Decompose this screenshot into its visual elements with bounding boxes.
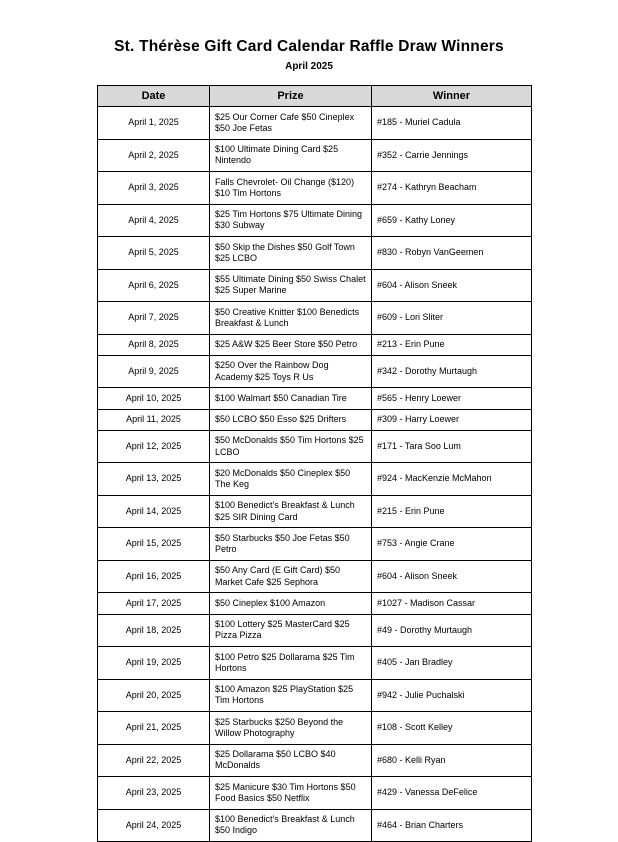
document-page [0,38,618,838]
date-cell: April 9, 2025 [98,355,210,388]
table-row [98,560,532,593]
winner-cell: #352 - Carrie Jennings [372,139,532,172]
table-row [98,172,532,205]
winner-cell: #924 - MacKenzie McMahon [372,463,532,496]
prize-cell: $25 Our Corner Cafe $50 Cineplex $50 Joe Fetas [210,107,372,140]
prize-cell: $50 LCBO $50 Esso $25 Drifters [210,409,372,430]
prize-cell: $55 Ultimate Dining $50 Swiss Chalet $25 Super Marine [210,269,372,302]
date-cell: April 3, 2025 [98,172,210,205]
prize-cell: $50 Starbucks $50 Joe Fetas $50 Petro [210,528,372,561]
date-cell: April 2, 2025 [98,139,210,172]
prize-cell: $100 Petro $25 Dollarama $25 Tim Hortons [210,647,372,680]
prize-cell: $250 Over the Rainbow Dog Academy $25 Toys R Us [210,355,372,388]
winner-cell: #274 - Kathryn Beacham [372,172,532,205]
prize-cell: $100 Ultimate Dining Card $25 Nintendo [210,139,372,172]
winner-cell: #108 - Scott Kelley [372,712,532,745]
table-row [98,430,532,463]
table-row [98,528,532,561]
page-subtitle: April 2025 [285,61,333,72]
winner-cell: #604 - Alison Sneek [372,560,532,593]
prize-cell: $25 Starbucks $250 Beyond the Willow Photography [210,712,372,745]
prize-cell: Falls Chevrolet- Oil Change ($120) $10 Tim Hortons [210,172,372,205]
table-row [98,593,532,614]
date-cell: April 4, 2025 [98,204,210,237]
date-cell: April 15, 2025 [98,528,210,561]
date-cell: April 20, 2025 [98,679,210,712]
prize-cell: $20 McDonalds $50 Cineplex $50 The Keg [210,463,372,496]
prize-cell: $100 Benedict's Breakfast & Lunch $50 Indigo [210,809,372,842]
prize-cell: $50 Cineplex $100 Amazon [210,593,372,614]
winner-cell: #185 - Muriel Cadula [372,107,532,140]
table-row [98,302,532,335]
date-cell: April 16, 2025 [98,560,210,593]
winner-cell: #659 - Kathy Loney [372,204,532,237]
winner-cell: #215 - Erin Pune [372,495,532,528]
winner-cell: #171 - Tara Soo Lum [372,430,532,463]
date-cell: April 11, 2025 [98,409,210,430]
table-row [98,744,532,777]
prize-cell: $25 Manicure $30 Tim Hortons $50 Food Basics $50 Netflix [210,777,372,810]
table-row [98,679,532,712]
prize-cell: $100 Lottery $25 MasterCard $25 Pizza Pizza [210,614,372,647]
table-row [98,647,532,680]
winner-cell: #942 - Julie Puchalski [372,679,532,712]
header-date: Date [98,86,210,107]
table-row [98,614,532,647]
date-cell: April 8, 2025 [98,334,210,355]
table-row [98,107,532,140]
table-row [98,495,532,528]
winner-cell: #309 - Harry Loewer [372,409,532,430]
table-row [98,334,532,355]
prize-cell: $50 Any Card (E Gift Card) $50 Market Cafe $25 Sephora [210,560,372,593]
winner-cell: #753 - Angie Crane [372,528,532,561]
prize-cell: $50 McDonalds $50 Tim Hortons $25 LCBO [210,430,372,463]
winner-cell: #565 - Henry Loewer [372,388,532,409]
date-cell: April 22, 2025 [98,744,210,777]
winner-cell: #405 - Jan Bradley [372,647,532,680]
header-row [98,86,532,107]
prize-cell: $25 Tim Hortons $75 Ultimate Dining $30 Subway [210,204,372,237]
date-cell: April 24, 2025 [98,809,210,842]
date-cell: April 5, 2025 [98,237,210,270]
date-cell: April 12, 2025 [98,430,210,463]
table-row [98,204,532,237]
prize-cell: $25 A&W $25 Beer Store $50 Petro [210,334,372,355]
table-row [98,269,532,302]
table-row [98,139,532,172]
winner-cell: #213 - Erin Pune [372,334,532,355]
table-row [98,463,532,496]
page-title: St. Thérèse Gift Card Calendar Raffle Draw Winners [114,38,504,55]
table-row [98,355,532,388]
winner-cell: #342 - Dorothy Murtaugh [372,355,532,388]
prize-cell: $25 Dollarama $50 LCBO $40 McDonalds [210,744,372,777]
winner-cell: #1027 - Madison Cassar [372,593,532,614]
date-cell: April 1, 2025 [98,107,210,140]
winner-cell: #830 - Robyn VanGeemen [372,237,532,270]
date-cell: April 6, 2025 [98,269,210,302]
prize-cell: $100 Walmart $50 Canadian Tire [210,388,372,409]
winner-cell: #429 - Vanessa DeFelice [372,777,532,810]
winner-cell: #680 - Kelli Ryan [372,744,532,777]
date-cell: April 13, 2025 [98,463,210,496]
prize-cell: $50 Skip the Dishes $50 Golf Town $25 LCBO [210,237,372,270]
prize-cell: $100 Benedict's Breakfast & Lunch $25 SIR Dining Card [210,495,372,528]
prize-cell: $50 Creative Knitter $100 Benedicts Breakfast & Lunch [210,302,372,335]
header-prize: Prize [210,86,372,107]
winner-cell: #609 - Lori Sliter [372,302,532,335]
winner-cell: #49 - Dorothy Murtaugh [372,614,532,647]
date-cell: April 18, 2025 [98,614,210,647]
table-row [98,237,532,270]
header-winner: Winner [372,86,532,107]
table-row [98,712,532,745]
date-cell: April 17, 2025 [98,593,210,614]
table-row [98,809,532,842]
date-cell: April 23, 2025 [98,777,210,810]
table-row [98,777,532,810]
prize-cell: $100 Amazon $25 PlayStation $25 Tim Hortons [210,679,372,712]
date-cell: April 14, 2025 [98,495,210,528]
date-cell: April 21, 2025 [98,712,210,745]
winner-cell: #604 - Alison Sneek [372,269,532,302]
date-cell: April 10, 2025 [98,388,210,409]
table-row [98,388,532,409]
table-row [98,409,532,430]
date-cell: April 7, 2025 [98,302,210,335]
winners-table [97,85,532,842]
date-cell: April 19, 2025 [98,647,210,680]
winner-cell: #464 - Brian Charters [372,809,532,842]
